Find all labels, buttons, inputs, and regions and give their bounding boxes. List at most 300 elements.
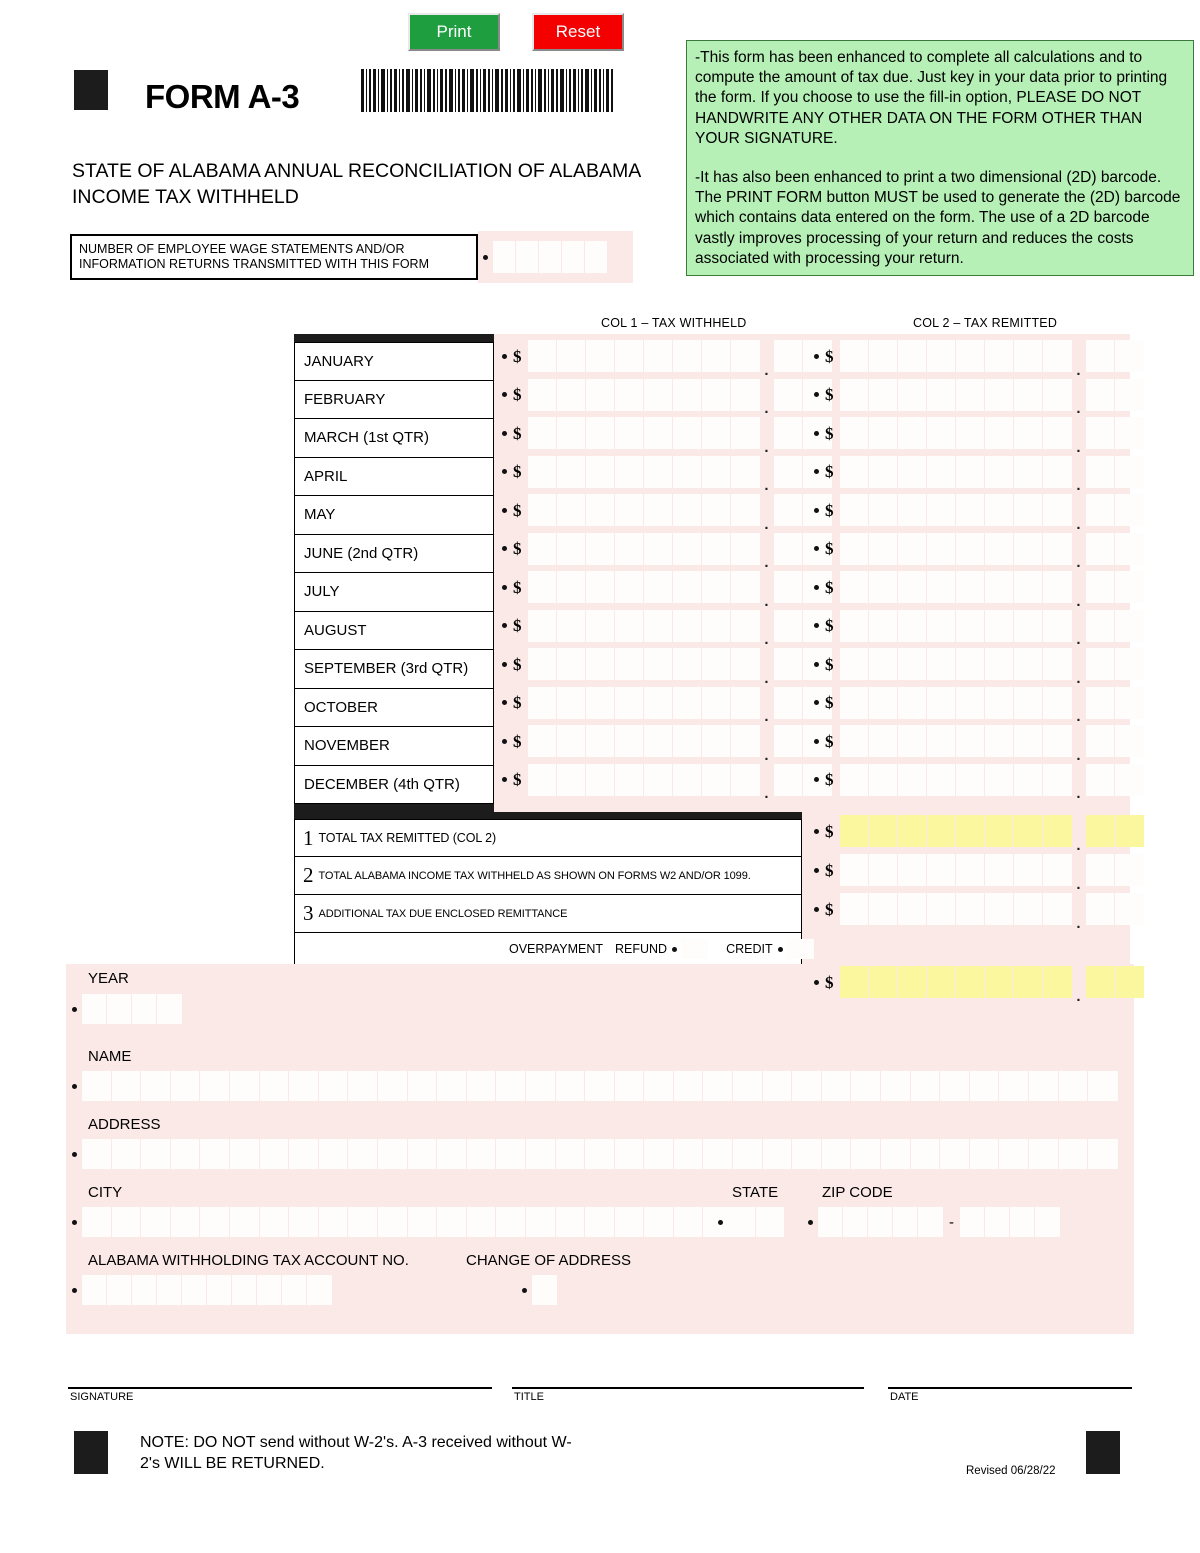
digit-box[interactable]	[898, 764, 927, 796]
year-input[interactable]	[72, 994, 182, 1024]
char-box[interactable]	[615, 1071, 645, 1101]
digit-box[interactable]	[586, 417, 615, 449]
digit-box[interactable]	[702, 494, 731, 526]
digit-box[interactable]	[1014, 340, 1043, 372]
digit-box[interactable]	[1086, 966, 1115, 998]
digit-box[interactable]	[774, 379, 803, 411]
digit-box[interactable]	[702, 610, 731, 642]
char-box[interactable]	[437, 1139, 467, 1169]
digit-box[interactable]	[956, 648, 985, 680]
digit-box[interactable]	[644, 417, 673, 449]
char-box[interactable]	[319, 1207, 349, 1237]
char-box[interactable]	[408, 1207, 438, 1237]
dollar-digit-boxes[interactable]	[840, 340, 1072, 372]
char-box[interactable]	[141, 1139, 171, 1169]
employee-statements-input[interactable]	[478, 231, 633, 283]
char-box[interactable]	[200, 1139, 230, 1169]
digit-box[interactable]	[1014, 815, 1043, 847]
digit-box[interactable]	[557, 379, 586, 411]
employee-statements-box[interactable]	[539, 241, 562, 273]
digit-box[interactable]	[840, 456, 869, 488]
char-box[interactable]	[467, 1207, 497, 1237]
digit-box[interactable]	[528, 533, 557, 565]
digit-box[interactable]	[702, 456, 731, 488]
digit-box[interactable]	[985, 456, 1014, 488]
cent-digit-boxes[interactable]	[1086, 648, 1144, 680]
cent-digit-boxes[interactable]	[1086, 854, 1144, 886]
digit-box[interactable]	[956, 966, 985, 998]
digit-box[interactable]	[898, 494, 927, 526]
dollar-digit-boxes[interactable]	[528, 379, 760, 411]
digit-box[interactable]	[702, 725, 731, 757]
digit-box[interactable]	[1014, 854, 1043, 886]
digit-box[interactable]	[1115, 893, 1144, 925]
cent-digit-boxes[interactable]	[1086, 687, 1144, 719]
dollar-digit-boxes[interactable]	[528, 533, 760, 565]
digit-box[interactable]	[528, 725, 557, 757]
digit-box[interactable]	[1086, 379, 1115, 411]
char-box[interactable]	[999, 1139, 1029, 1169]
digit-box[interactable]	[898, 417, 927, 449]
char-box[interactable]	[289, 1139, 319, 1169]
digit-box[interactable]	[956, 854, 985, 886]
digit-box[interactable]	[586, 687, 615, 719]
char-box[interactable]	[1088, 1071, 1118, 1101]
col1-amount-row[interactable]	[502, 530, 832, 569]
digit-box[interactable]	[840, 725, 869, 757]
char-box[interactable]	[378, 1139, 408, 1169]
char-box[interactable]	[911, 1139, 941, 1169]
char-box[interactable]	[82, 1275, 107, 1305]
city-input[interactable]	[72, 1207, 733, 1237]
digit-box[interactable]	[927, 379, 956, 411]
char-box[interactable]	[556, 1071, 586, 1101]
digit-box[interactable]	[898, 610, 927, 642]
digit-box[interactable]	[869, 764, 898, 796]
col2-amount-row[interactable]	[814, 722, 1144, 764]
dollar-digit-boxes[interactable]	[840, 687, 1072, 719]
digit-box[interactable]	[586, 533, 615, 565]
char-box[interactable]	[408, 1071, 438, 1101]
dollar-digit-boxes[interactable]	[840, 610, 1072, 642]
char-box[interactable]	[556, 1207, 586, 1237]
digit-box[interactable]	[615, 725, 644, 757]
char-box[interactable]	[970, 1139, 1000, 1169]
digit-box[interactable]	[869, 687, 898, 719]
char-box[interactable]	[526, 1207, 556, 1237]
col2-amount-row[interactable]	[814, 568, 1144, 610]
digit-box[interactable]	[1086, 533, 1115, 565]
digit-box[interactable]	[1115, 966, 1144, 998]
zip-extension-boxes[interactable]	[960, 1207, 1060, 1237]
char-box[interactable]	[257, 1275, 282, 1305]
dollar-digit-boxes[interactable]	[528, 456, 760, 488]
char-box[interactable]	[496, 1139, 526, 1169]
digit-box[interactable]	[557, 533, 586, 565]
digit-box[interactable]	[702, 687, 731, 719]
digit-box[interactable]	[985, 533, 1014, 565]
char-box[interactable]	[881, 1139, 911, 1169]
digit-box[interactable]	[702, 379, 731, 411]
digit-box[interactable]	[586, 764, 615, 796]
digit-box[interactable]	[985, 966, 1014, 998]
digit-box[interactable]	[586, 571, 615, 603]
digit-box[interactable]	[528, 687, 557, 719]
char-box[interactable]	[868, 1207, 893, 1237]
char-box[interactable]	[970, 1071, 1000, 1101]
digit-box[interactable]	[927, 687, 956, 719]
dollar-digit-boxes[interactable]	[528, 610, 760, 642]
digit-box[interactable]	[586, 340, 615, 372]
change-of-address-checkbox[interactable]	[532, 1275, 557, 1305]
digit-box[interactable]	[1014, 687, 1043, 719]
char-box[interactable]	[230, 1207, 260, 1237]
digit-box[interactable]	[1043, 815, 1072, 847]
char-box[interactable]	[881, 1071, 911, 1101]
digit-box[interactable]	[956, 610, 985, 642]
char-box[interactable]	[644, 1071, 674, 1101]
digit-box[interactable]	[673, 340, 702, 372]
cent-digit-boxes[interactable]	[1086, 725, 1144, 757]
char-box[interactable]	[82, 1207, 112, 1237]
digit-box[interactable]	[528, 610, 557, 642]
digit-box[interactable]	[956, 725, 985, 757]
digit-box[interactable]	[985, 893, 1014, 925]
credit-checkbox[interactable]	[787, 939, 814, 959]
digit-box[interactable]	[644, 533, 673, 565]
state-input-boxes[interactable]	[728, 1207, 784, 1237]
digit-box[interactable]	[644, 494, 673, 526]
digit-box[interactable]	[840, 379, 869, 411]
digit-box[interactable]	[557, 417, 586, 449]
digit-box[interactable]	[956, 893, 985, 925]
digit-box[interactable]	[586, 725, 615, 757]
char-box[interactable]	[851, 1071, 881, 1101]
col1-amount-row[interactable]	[502, 414, 832, 456]
digit-box[interactable]	[898, 571, 927, 603]
digit-box[interactable]	[774, 648, 803, 680]
digit-box[interactable]	[1115, 571, 1144, 603]
digit-box[interactable]	[1115, 494, 1144, 526]
char-box[interactable]	[496, 1207, 526, 1237]
digit-box[interactable]	[702, 571, 731, 603]
digit-box[interactable]	[644, 456, 673, 488]
digit-box[interactable]	[731, 379, 760, 411]
digit-box[interactable]	[774, 340, 803, 372]
dollar-digit-boxes[interactable]	[528, 725, 760, 757]
digit-box[interactable]	[1115, 687, 1144, 719]
char-box[interactable]	[157, 1275, 182, 1305]
char-box[interactable]	[437, 1071, 467, 1101]
digit-box[interactable]	[956, 456, 985, 488]
cent-digit-boxes[interactable]	[1086, 456, 1144, 488]
digit-box[interactable]	[956, 417, 985, 449]
char-box[interactable]	[526, 1139, 556, 1169]
digit-box[interactable]	[1043, 533, 1072, 565]
digit-box[interactable]	[1014, 456, 1043, 488]
digit-box[interactable]	[927, 456, 956, 488]
digit-box[interactable]	[1086, 764, 1115, 796]
col2-amount-row[interactable]	[814, 761, 1144, 800]
char-box[interactable]	[674, 1139, 704, 1169]
digit-box[interactable]	[557, 494, 586, 526]
digit-box[interactable]	[898, 340, 927, 372]
digit-box[interactable]	[1043, 417, 1072, 449]
char-box[interactable]	[985, 1207, 1010, 1237]
char-box[interactable]	[763, 1071, 793, 1101]
digit-box[interactable]	[1086, 456, 1115, 488]
char-box[interactable]	[756, 1207, 784, 1237]
dollar-digit-boxes[interactable]	[840, 854, 1072, 886]
digit-box[interactable]	[1014, 533, 1043, 565]
digit-box[interactable]	[1115, 610, 1144, 642]
digit-box[interactable]	[898, 966, 927, 998]
digit-box[interactable]	[1014, 379, 1043, 411]
digit-box[interactable]	[1086, 725, 1115, 757]
digit-box[interactable]	[1043, 893, 1072, 925]
char-box[interactable]	[348, 1207, 378, 1237]
employee-statements-box[interactable]	[516, 241, 539, 273]
digit-box[interactable]	[927, 815, 956, 847]
digit-box[interactable]	[985, 610, 1014, 642]
col2-amount-row[interactable]	[814, 376, 1144, 415]
char-box[interactable]	[615, 1207, 645, 1237]
digit-box[interactable]	[1043, 340, 1072, 372]
digit-box[interactable]	[898, 725, 927, 757]
digit-box[interactable]	[1014, 725, 1043, 757]
digit-box[interactable]	[774, 610, 803, 642]
digit-box[interactable]	[731, 494, 760, 526]
cent-digit-boxes[interactable]	[1086, 893, 1144, 925]
employee-statements-box[interactable]	[585, 241, 608, 273]
digit-box[interactable]	[557, 648, 586, 680]
dollar-digit-boxes[interactable]	[840, 966, 1072, 998]
digit-box[interactable]	[1086, 687, 1115, 719]
refund-checkbox[interactable]	[681, 939, 708, 959]
digit-box[interactable]	[644, 687, 673, 719]
digit-box[interactable]	[840, 648, 869, 680]
col1-amount-row[interactable]	[502, 607, 832, 646]
digit-box[interactable]	[557, 456, 586, 488]
digit-box[interactable]	[985, 379, 1014, 411]
char-box[interactable]	[230, 1139, 260, 1169]
char-box[interactable]	[232, 1275, 257, 1305]
digit-box[interactable]	[557, 610, 586, 642]
char-box[interactable]	[818, 1207, 843, 1237]
digit-box[interactable]	[1043, 610, 1072, 642]
digit-box[interactable]	[1086, 571, 1115, 603]
digit-box[interactable]	[557, 687, 586, 719]
digit-box[interactable]	[586, 494, 615, 526]
digit-box[interactable]	[1115, 379, 1144, 411]
digit-box[interactable]	[869, 893, 898, 925]
digit-box[interactable]	[1014, 764, 1043, 796]
char-box[interactable]	[289, 1207, 319, 1237]
digit-box[interactable]	[615, 764, 644, 796]
cent-digit-boxes[interactable]	[1086, 494, 1144, 526]
digit-box[interactable]	[927, 764, 956, 796]
digit-box[interactable]	[1086, 648, 1115, 680]
digit-box[interactable]	[731, 648, 760, 680]
digit-box[interactable]	[869, 966, 898, 998]
digit-box[interactable]	[927, 648, 956, 680]
dollar-digit-boxes[interactable]	[840, 456, 1072, 488]
digit-box[interactable]	[985, 571, 1014, 603]
char-box[interactable]	[107, 994, 132, 1024]
dollar-digit-boxes[interactable]	[840, 815, 1072, 847]
digit-box[interactable]	[731, 725, 760, 757]
char-box[interactable]	[703, 1071, 733, 1101]
digit-box[interactable]	[774, 725, 803, 757]
employee-statements-boxes[interactable]	[493, 241, 608, 273]
digit-box[interactable]	[702, 533, 731, 565]
digit-box[interactable]	[1115, 648, 1144, 680]
digit-box[interactable]	[586, 379, 615, 411]
char-box[interactable]	[171, 1207, 201, 1237]
char-box[interactable]	[585, 1071, 615, 1101]
digit-box[interactable]	[956, 687, 985, 719]
digit-box[interactable]	[673, 494, 702, 526]
col1-amount-row[interactable]	[502, 453, 832, 492]
year-input-boxes[interactable]	[82, 994, 182, 1024]
digit-box[interactable]	[702, 648, 731, 680]
char-box[interactable]	[1059, 1139, 1089, 1169]
char-box[interactable]	[1029, 1139, 1059, 1169]
name-input-boxes[interactable]	[82, 1071, 1118, 1101]
address-input-boxes[interactable]	[82, 1139, 1118, 1169]
char-box[interactable]	[940, 1139, 970, 1169]
char-box[interactable]	[307, 1275, 332, 1305]
name-input[interactable]	[72, 1071, 1118, 1101]
digit-box[interactable]	[528, 494, 557, 526]
digit-box[interactable]	[1014, 966, 1043, 998]
digit-box[interactable]	[1014, 417, 1043, 449]
digit-box[interactable]	[774, 456, 803, 488]
digit-box[interactable]	[869, 610, 898, 642]
cent-digit-boxes[interactable]	[1086, 379, 1144, 411]
digit-box[interactable]	[869, 417, 898, 449]
char-box[interactable]	[348, 1071, 378, 1101]
digit-box[interactable]	[673, 379, 702, 411]
dollar-digit-boxes[interactable]	[528, 571, 760, 603]
char-box[interactable]	[526, 1071, 556, 1101]
digit-box[interactable]	[615, 494, 644, 526]
char-box[interactable]	[82, 1139, 112, 1169]
char-box[interactable]	[182, 1275, 207, 1305]
digit-box[interactable]	[1043, 764, 1072, 796]
digit-box[interactable]	[615, 379, 644, 411]
digit-box[interactable]	[985, 687, 1014, 719]
digit-box[interactable]	[927, 417, 956, 449]
col2-amount-row[interactable]	[814, 645, 1144, 687]
account-number-input[interactable]	[72, 1275, 332, 1305]
digit-box[interactable]	[1014, 571, 1043, 603]
digit-box[interactable]	[615, 687, 644, 719]
col1-amount-row[interactable]	[502, 645, 832, 687]
char-box[interactable]	[1088, 1139, 1118, 1169]
digit-box[interactable]	[898, 815, 927, 847]
digit-box[interactable]	[840, 966, 869, 998]
char-box[interactable]	[893, 1207, 918, 1237]
digit-box[interactable]	[956, 533, 985, 565]
char-box[interactable]	[615, 1139, 645, 1169]
print-button[interactable]	[408, 13, 500, 51]
char-box[interactable]	[378, 1071, 408, 1101]
char-box[interactable]	[585, 1139, 615, 1169]
digit-box[interactable]	[1043, 687, 1072, 719]
col1-amount-row[interactable]	[502, 337, 832, 379]
digit-box[interactable]	[927, 610, 956, 642]
digit-box[interactable]	[956, 340, 985, 372]
digit-box[interactable]	[927, 533, 956, 565]
digit-box[interactable]	[774, 687, 803, 719]
col2-amount-row[interactable]	[814, 414, 1144, 456]
digit-box[interactable]	[1043, 379, 1072, 411]
digit-box[interactable]	[774, 571, 803, 603]
digit-box[interactable]	[985, 764, 1014, 796]
char-box[interactable]	[467, 1139, 497, 1169]
digit-box[interactable]	[673, 725, 702, 757]
digit-box[interactable]	[1043, 571, 1072, 603]
col2-amount-row[interactable]	[814, 491, 1144, 533]
digit-box[interactable]	[615, 533, 644, 565]
char-box[interactable]	[157, 994, 182, 1024]
char-box[interactable]	[141, 1207, 171, 1237]
digit-box[interactable]	[1086, 815, 1115, 847]
digit-box[interactable]	[927, 494, 956, 526]
char-box[interactable]	[112, 1207, 142, 1237]
digit-box[interactable]	[869, 571, 898, 603]
digit-box[interactable]	[1086, 893, 1115, 925]
digit-box[interactable]	[774, 494, 803, 526]
digit-box[interactable]	[898, 854, 927, 886]
dollar-digit-boxes[interactable]	[840, 571, 1072, 603]
dollar-digit-boxes[interactable]	[528, 494, 760, 526]
digit-box[interactable]	[615, 648, 644, 680]
digit-box[interactable]	[1086, 340, 1115, 372]
digit-box[interactable]	[557, 764, 586, 796]
digit-box[interactable]	[586, 648, 615, 680]
char-box[interactable]	[171, 1139, 201, 1169]
digit-box[interactable]	[644, 764, 673, 796]
digit-box[interactable]	[1115, 725, 1144, 757]
digit-box[interactable]	[586, 456, 615, 488]
col1-amount-row[interactable]	[502, 684, 832, 723]
digit-box[interactable]	[927, 340, 956, 372]
char-box[interactable]	[132, 1275, 157, 1305]
char-box[interactable]	[644, 1207, 674, 1237]
digit-box[interactable]	[1014, 648, 1043, 680]
cent-digit-boxes[interactable]	[1086, 764, 1144, 796]
dollar-digit-boxes[interactable]	[840, 533, 1072, 565]
char-box[interactable]	[319, 1071, 349, 1101]
col1-amount-row[interactable]	[502, 376, 832, 415]
dollar-digit-boxes[interactable]	[840, 893, 1072, 925]
digit-box[interactable]	[898, 379, 927, 411]
cent-digit-boxes[interactable]	[1086, 417, 1144, 449]
char-box[interactable]	[674, 1071, 704, 1101]
digit-box[interactable]	[1086, 417, 1115, 449]
char-box[interactable]	[260, 1139, 290, 1169]
digit-box[interactable]	[1043, 725, 1072, 757]
digit-box[interactable]	[557, 571, 586, 603]
digit-box[interactable]	[557, 725, 586, 757]
reset-button[interactable]	[532, 13, 624, 51]
digit-box[interactable]	[898, 533, 927, 565]
digit-box[interactable]	[1115, 764, 1144, 796]
col2-amount-row[interactable]	[814, 337, 1144, 379]
digit-box[interactable]	[956, 379, 985, 411]
